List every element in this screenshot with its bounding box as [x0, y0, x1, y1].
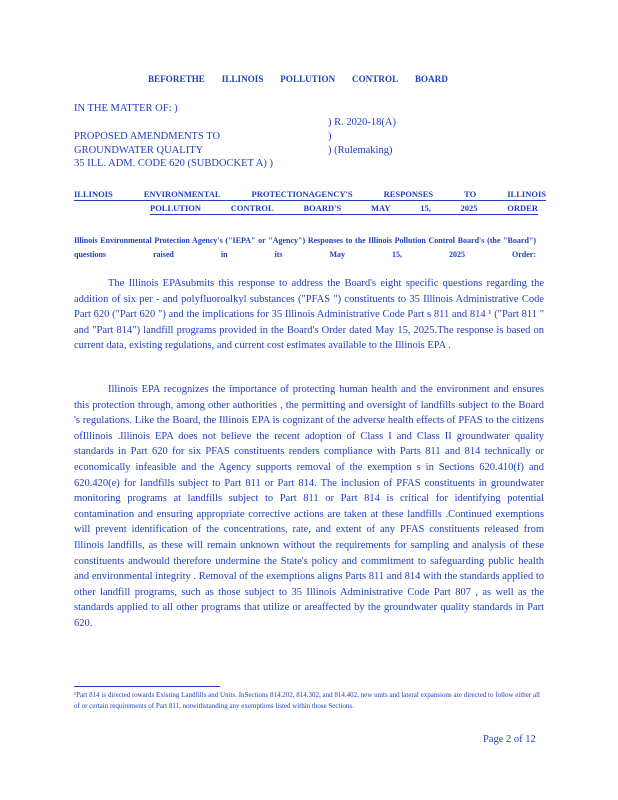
intro-paragraph: Illinois Environmental Protection Agency's ("IEPA" or "Agency") Responses to the Illinois Pollution Control Board's (the "Board") questions raised in its May 15, 2025 Order:	[74, 236, 536, 259]
title-word: TO	[464, 189, 477, 199]
board-header-word: POLLUTION	[280, 74, 336, 84]
title-word: ORDER	[507, 203, 538, 213]
title-row-2	[150, 201, 538, 215]
footnote-separator	[74, 686, 220, 687]
title-word: PROTECTIONAGENCY'S	[251, 189, 353, 199]
board-header	[148, 74, 448, 84]
board-header-word: BOARD	[414, 74, 448, 84]
title-word: POLLUTION	[150, 203, 202, 213]
title-word: MAY	[370, 203, 391, 213]
title-word: ENVIRONMENTAL	[143, 189, 221, 199]
title-word: 15,	[420, 203, 431, 213]
body-paragraph-1: The Illinois EPAsubmits this response to address the Board's eight specific questions regarding the addition of six per - and polyfluoroalkyl substances ("PFAS ") constituents to 35 Illinois Administrative Code Part 620 ("Part 620 ") and the implications for 35 Illinois Administrative Code Part s 811 and 814 ¹ ("Part 811 " and "Part 814") landfill programs provided in the Board's Order dated May 15, 2025.The response is based on current data, existing regulations, and current cost estimates available to the Illinois EPA .	[74, 278, 544, 352]
title-word: CONTROL	[230, 203, 274, 213]
board-header-word: ILLINOIS	[221, 74, 264, 84]
caption-in-the-matter: IN THE MATTER OF: )	[74, 103, 178, 114]
caption-proposed: PROPOSED AMENDMENTS TO	[74, 131, 221, 142]
caption-docket-number: ) R. 2020-18(A)	[328, 117, 396, 128]
title-row-1	[74, 189, 546, 201]
board-header-word: BEFORETHE	[148, 74, 205, 84]
board-header-word: CONTROL	[351, 74, 399, 84]
title-word: BOARD'S	[303, 203, 342, 213]
title-word: 2025	[460, 203, 478, 213]
caption-paren: )	[328, 131, 332, 142]
page-number: Page 2 of 12	[483, 734, 536, 745]
document-title	[74, 189, 546, 215]
caption-rulemaking: ) (Rulemaking)	[328, 145, 393, 156]
body-paragraph-2: Illinois EPA recognizes the importance of protecting human health and the environment and ensures this protection through, among other authorities , the permitting and oversight of landfills subject to the Board 's regulations. Like the Board, the Illinois EPA is cognizant of the adverse health effects of PFAS to the citizens ofIllinois .Illinois EPA does not believe the recent adoption of Class I and Class II groundwater quality standards in Part 620 for six PFAS constituents renders compliance with Parts 811 and 814 technically or economically infeasible and the Agency supports removal of the exemption s in Sections 620.410(f) and 620.420(e) for landfills subject to Part 811 or Part 814. The inclusion of PFAS constituents in groundwater monitoring programs at landfills subject to Part 811 or Part 814 is critical for identifying potential contamination and ensuring appropriate corrective actions are taken at these landfills .Continued exemptions will prevent identification of the concentrations, rate, and extent of any PFAS constituents released from Illinois landfills, as these will remain unknown without the requirements for sampling and analysis of these constituents andwould therefore undermine the State's policy and commitment to safeguarding public health and environmental integrity . Removal of the exemptions aligns Parts 811 and 814 with the standards applied to other landfill programs, such as those subject to 35 Illinois Administrative Code Part 807 , as well as the standards applied to all other programs that utilize or areaffected by the groundwater quality standards in Part 620.	[74, 384, 544, 629]
title-word: ILLINOIS	[74, 189, 113, 199]
title-word: RESPONSES	[383, 189, 434, 199]
footnote: ¹Part 814 is directed towards Existing Landfills and Units. InSections 814.202, 814.302, and 814.402, new units and lateral expansions are directed to follow either all of or certain requirements of Part 811, notwithstanding any exemptions listed within those Sections.	[74, 691, 540, 710]
caption-groundwater: GROUNDWATER QUALITY	[74, 145, 204, 156]
title-word: ILLINOIS	[507, 189, 546, 199]
caption-code: 35 ILL. ADM. CODE 620 (SUBDOCKET A) )	[74, 158, 274, 169]
